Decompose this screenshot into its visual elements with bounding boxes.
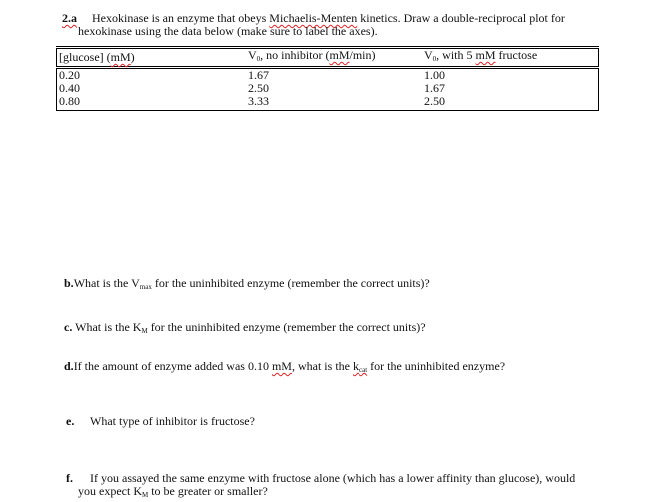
question-2f-line1: If you assayed the same enzyme with fructose alone (which has a lower affinity than glucose), would	[90, 471, 576, 485]
cell: 1.67	[248, 68, 269, 82]
cell: 1.00	[424, 68, 445, 82]
cell: 1.67	[424, 81, 445, 95]
question-2a-line2: hexokinase using the data below (make sure to label the axes).	[78, 24, 378, 38]
table-row	[57, 95, 599, 111]
question-2a-line1	[92, 11, 565, 25]
cell: 0.80	[59, 94, 80, 108]
q-number: 2.a	[62, 11, 77, 25]
question-2a-number	[62, 11, 77, 25]
question-2b: b.What is the $V_{max}$ for the uninhibited enzyme (remember the correct units)?	[64, 276, 430, 291]
header-v0-fructose: $V_0$, with 5 mM fructose	[424, 48, 538, 63]
term: Michaelis-Menten	[269, 11, 358, 25]
question-2e: What type of inhibitor is fructose?	[90, 414, 255, 428]
question-2d: d.If the amount of enzyme added was 0.10 mM, what is the $k_{cat}$ for the uninhibited enzyme?	[64, 359, 506, 374]
question-2f-line2: you expect $K_M$ to be greater or smaller?	[78, 484, 268, 499]
data-table	[56, 46, 599, 111]
cell: 0.20	[59, 68, 80, 82]
text: Hexokinase is an enzyme that obeys	[92, 11, 270, 25]
text: kinetics. Draw a double-reciprocal plot for	[357, 11, 565, 25]
table-header-row	[57, 48, 599, 68]
table-row	[57, 68, 599, 83]
question-2c: c. What is the $K_M$ for the uninhibited enzyme (remember the correct units)?	[64, 320, 426, 335]
question-2e-label: e.	[66, 414, 75, 428]
header-glucose: [glucose] (mM)	[59, 50, 135, 64]
cell: 2.50	[248, 81, 269, 95]
question-2f-label: f.	[66, 471, 73, 485]
cell: 3.33	[248, 94, 269, 108]
header-v0-no-inhibitor: $V_0$, no inhibitor (mM/min)	[248, 48, 376, 63]
table-row	[57, 82, 599, 95]
cell: 0.40	[59, 81, 80, 95]
cell: 2.50	[424, 94, 445, 108]
